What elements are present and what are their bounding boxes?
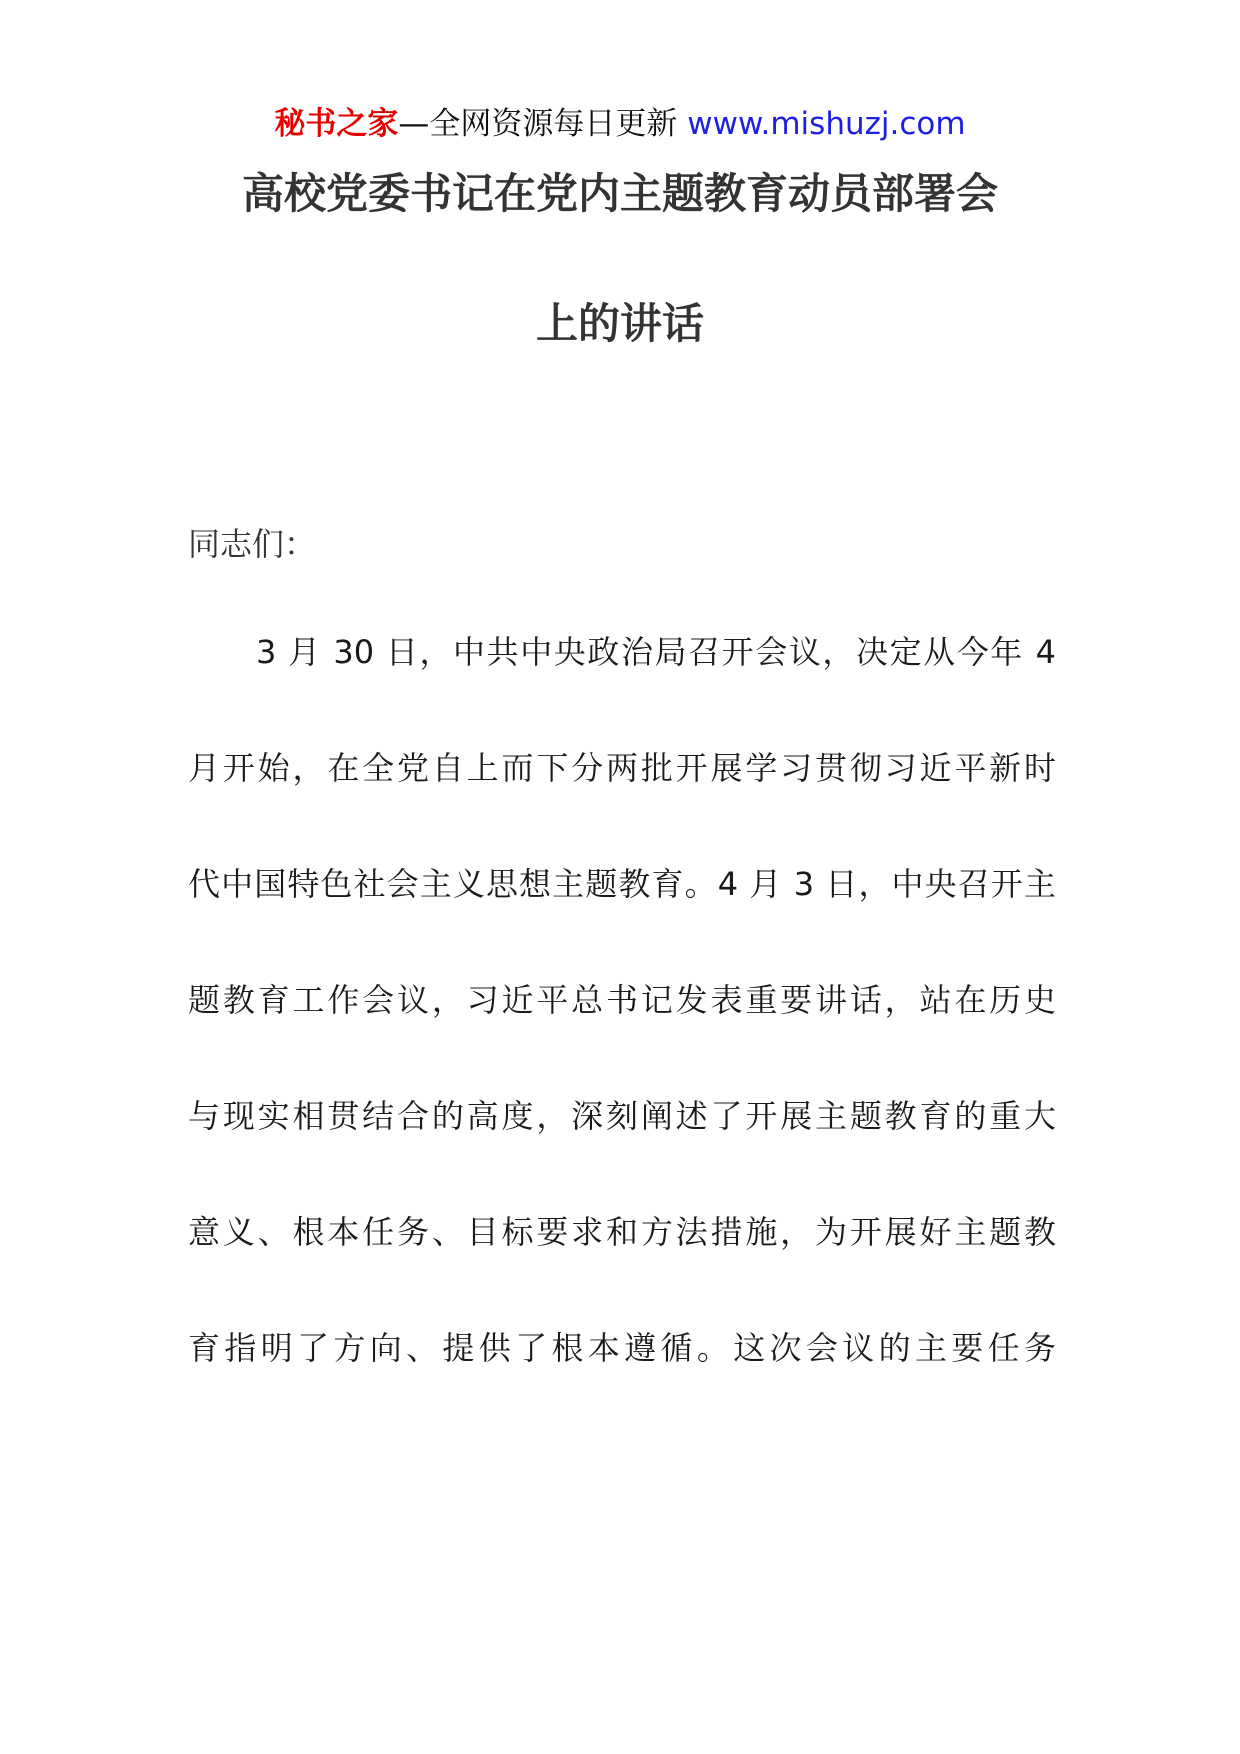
body-line-4: 题教育工作会议，习近平总书记发表重要讲话，站在历史 (188, 981, 1056, 1019)
body-line-6: 意义、根本任务、目标要求和方法措施，为开展好主题教 (188, 1213, 1056, 1251)
document-title-line-2: 上的讲话 (535, 299, 704, 348)
brand-name: 秘书之家 (274, 106, 399, 142)
body-line-1: 3 月 30 日，中共中央政治局召开会议，决定从今年 4 (256, 633, 1056, 671)
header-slogan: —全网资源每日更新 (398, 106, 688, 142)
greeting: 同志们： (188, 525, 317, 563)
body-line-5: 与现实相贯结合的高度，深刻阐述了开展主题教育的重大 (188, 1097, 1056, 1135)
document-title-line-1: 高校党委书记在党内主题教育动员部署会 (241, 169, 998, 218)
body-line-3: 代中国特色社会主义思想主题教育。4 月 3 日，中央召开主 (188, 865, 1056, 903)
site-url-link[interactable]: www.mishuzj.com (687, 106, 966, 142)
site-header (0, 102, 1240, 146)
body-line-7: 育指明了方向、提供了根本遵循。这次会议的主要任务 (188, 1329, 1056, 1367)
body-line-2: 月开始，在全党自上而下分两批开展学习贯彻习近平新时 (188, 749, 1056, 787)
